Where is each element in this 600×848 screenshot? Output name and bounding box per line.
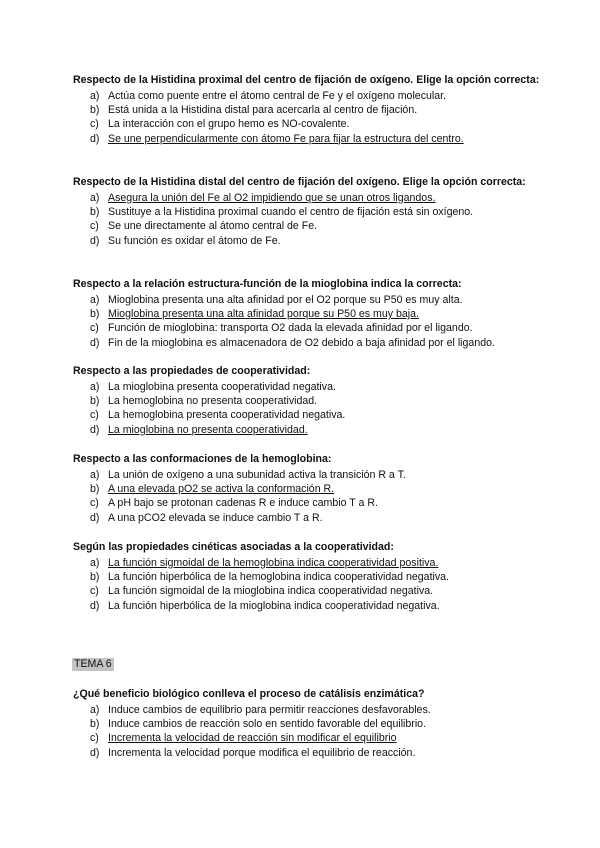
option-letter: d): [90, 423, 100, 436]
option-c: [73, 731, 543, 745]
option-text: La función hiperbólica de la mioglobina indica cooperatividad negativa.: [108, 599, 440, 612]
option-letter: b): [90, 307, 100, 320]
option-list: [73, 293, 543, 351]
option-text: La mioglobina no presenta cooperatividad.: [108, 423, 308, 436]
option-c: [73, 219, 543, 233]
option-list: [73, 89, 543, 147]
question-6: [73, 540, 543, 613]
option-a: [73, 191, 543, 205]
option-a: [73, 380, 543, 394]
option-letter: c): [90, 322, 99, 335]
option-text: Está unida a la Histidina distal para acercarla al centro de fijación.: [108, 103, 418, 116]
option-text: La función sigmoidal de la mioglobina indica cooperatividad negativa.: [108, 585, 434, 598]
option-letter: b): [90, 482, 100, 495]
question-title: Respecto a las conformaciones de la hemoglobina:: [73, 453, 332, 465]
option-letter: a): [90, 191, 100, 204]
option-a: [73, 293, 543, 307]
option-letter: b): [90, 394, 100, 407]
option-letter: b): [90, 103, 100, 116]
option-letter: a): [90, 703, 100, 716]
option-letter: b): [90, 570, 100, 583]
option-c: [73, 117, 543, 131]
option-d: [73, 336, 543, 350]
option-d: [73, 132, 543, 146]
option-list: [73, 191, 543, 249]
option-text: La hemoglobina presenta cooperatividad negativa.: [108, 409, 346, 422]
option-text: La interacción con el grupo hemo es NO-covalente.: [108, 118, 350, 131]
option-text: Incrementa la velocidad de reacción sin modificar el equilibrio: [108, 732, 397, 745]
option-text: Mioglobina presenta una alta afinidad porque su P50 es muy baja.: [108, 307, 419, 320]
question-5: [73, 452, 543, 525]
option-text: Incrementa la velocidad porque modifica el equilibrio de reacción.: [108, 746, 416, 759]
option-text: Actúa como puente entre el átomo central de Fe y el oxígeno molecular.: [108, 89, 447, 102]
option-a: [73, 468, 543, 482]
question-3: [73, 277, 543, 350]
option-list: [73, 703, 543, 761]
option-letter: c): [90, 732, 99, 745]
option-text: A una elevada pO2 se activa la conformación R.: [108, 482, 335, 495]
option-b: [73, 205, 543, 219]
option-text: Induce cambios de reacción solo en sentido favorable del equilibrio.: [108, 717, 427, 730]
option-c: [73, 584, 543, 598]
option-text: Su función es oxidar el átomo de Fe.: [108, 234, 281, 247]
option-text: Mioglobina presenta una alta afinidad por el O2 porque su P50 es muy alta.: [108, 293, 463, 306]
option-letter: b): [90, 717, 100, 730]
option-list: [73, 380, 543, 438]
question-title: Según las propiedades cinéticas asociadas a la cooperatividad:: [73, 541, 394, 553]
option-letter: a): [90, 89, 100, 102]
option-d: [73, 423, 543, 437]
option-a: [73, 556, 543, 570]
option-text: La función sigmoidal de la hemoglobina indica cooperatividad positiva.: [108, 556, 439, 569]
option-text: Se une perpendicularmente con átomo Fe para fijar la estructura del centro.: [108, 132, 464, 145]
option-letter: a): [90, 293, 100, 306]
option-letter: d): [90, 336, 100, 349]
option-text: Fin de la mioglobina es almacenadora de O2 debido a baja afinidad por el ligando.: [108, 336, 495, 349]
option-d: [73, 599, 543, 613]
option-letter: d): [90, 234, 100, 247]
question-1: [73, 73, 543, 146]
option-letter: a): [90, 556, 100, 569]
option-letter: c): [90, 409, 99, 422]
option-letter: c): [90, 585, 99, 598]
question-title: Respecto a la relación estructura-función de la mioglobina indica la correcta:: [73, 278, 462, 290]
option-text: Función de mioglobina: transporta O2 dada la elevada afinidad por el ligando.: [108, 322, 473, 335]
option-b: [73, 717, 543, 731]
option-c: [73, 408, 543, 422]
option-text: Se une directamente al átomo central de Fe.: [108, 220, 318, 233]
option-text: La hemoglobina no presenta cooperatividad.: [108, 394, 318, 407]
option-b: [73, 570, 543, 584]
option-letter: a): [90, 380, 100, 393]
option-b: [73, 482, 543, 496]
option-d: [73, 511, 543, 525]
option-list: [73, 468, 543, 526]
option-b: [73, 394, 543, 408]
option-text: La mioglobina presenta cooperatividad negativa.: [108, 380, 336, 393]
option-text: Asegura la unión del Fe al O2 impidiendo que se unan otros ligandos.: [108, 191, 436, 204]
option-letter: d): [90, 746, 100, 759]
option-letter: a): [90, 468, 100, 481]
option-list: [73, 556, 543, 614]
option-c: [73, 496, 543, 510]
option-b: [73, 307, 543, 321]
question-title: ¿Qué beneficio biológico conlleva el proceso de catálisis enzimática?: [73, 688, 425, 700]
question-title: Respecto de la Histidina distal del centro de fijación del oxígeno. Elige la opción correcta:: [73, 176, 526, 188]
option-d: [73, 234, 543, 248]
question-title: Respecto de la Histidina proximal del centro de fijación de oxígeno. Elige la opción correcta:: [73, 74, 540, 86]
option-c: [73, 321, 543, 335]
option-letter: b): [90, 205, 100, 218]
option-d: [73, 746, 543, 760]
option-a: [73, 89, 543, 103]
option-text: La unión de oxígeno a una subunidad activa la transición R a T.: [108, 468, 406, 481]
option-text: La función hiperbólica de la hemoglobina indica cooperatividad negativa.: [108, 570, 450, 583]
option-text: Sustituye a la Histidina proximal cuando el centro de fijación está sin oxígeno.: [108, 205, 474, 218]
option-letter: d): [90, 511, 100, 524]
question-4: [73, 364, 543, 437]
option-b: [73, 103, 543, 117]
option-letter: d): [90, 599, 100, 612]
option-letter: d): [90, 132, 100, 145]
question-title: Respecto a las propiedades de cooperatividad:: [73, 365, 311, 377]
option-letter: c): [90, 118, 99, 131]
option-a: [73, 703, 543, 717]
option-text: A pH bajo se protonan cadenas R e induce cambio T a R.: [108, 497, 378, 510]
option-letter: c): [90, 497, 99, 510]
option-text: Induce cambios de equilibrio para permitir reacciones desfavorables.: [108, 703, 431, 716]
option-text: A una pCO2 elevada se induce cambio T a R.: [108, 511, 323, 524]
option-letter: c): [90, 220, 99, 233]
section-label-tema: TEMA 6: [74, 658, 112, 670]
question-7: [73, 687, 543, 760]
question-2: [73, 175, 543, 248]
